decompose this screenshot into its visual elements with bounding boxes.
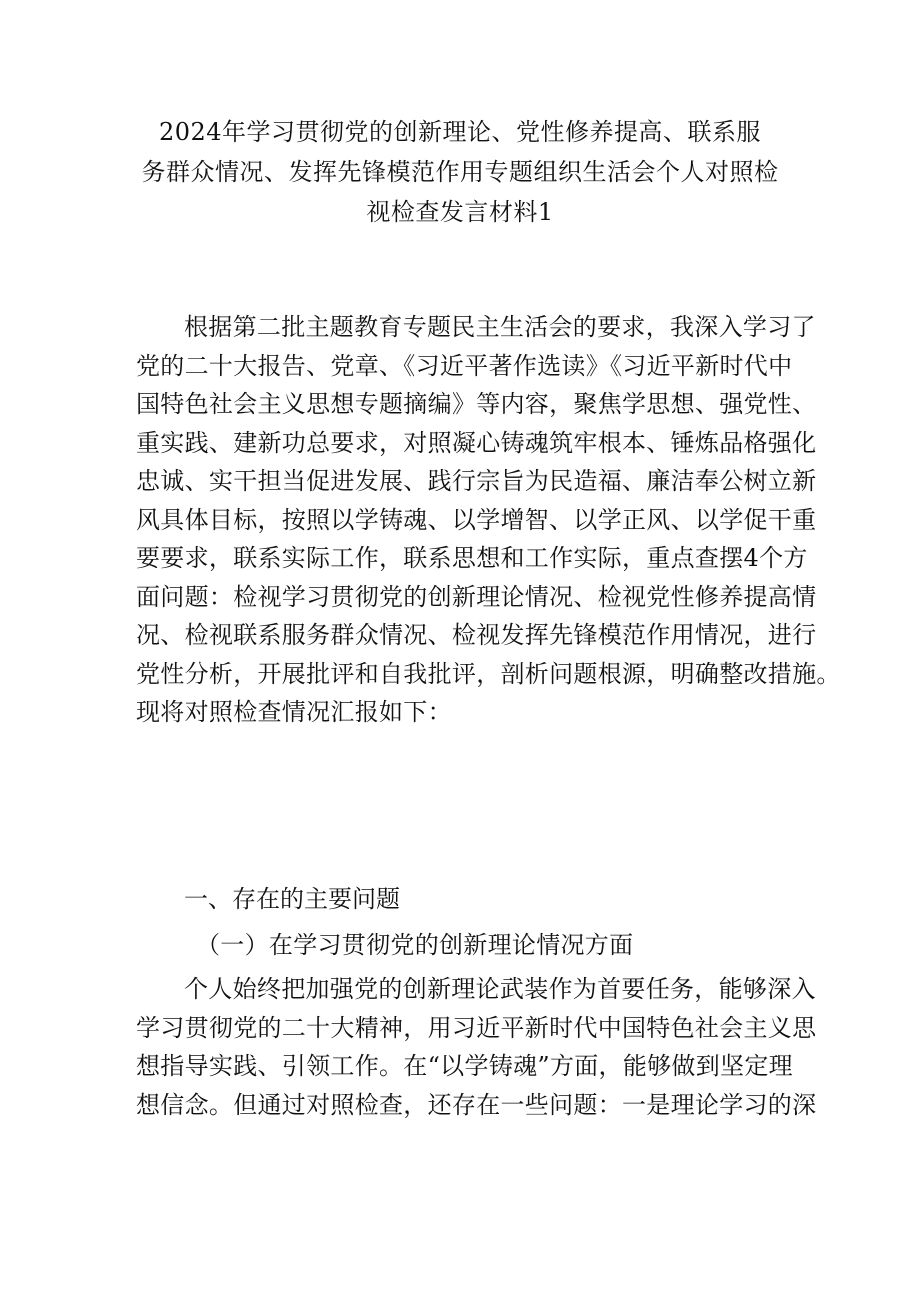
intro-line: 重实践、建新功总要求，对照凝心铸魂筑牢根本、锤炼品格强化 <box>136 428 817 457</box>
section-heading-block <box>136 880 801 919</box>
section-heading: 一、存在的主要问题 <box>184 885 400 913</box>
section-paragraph <box>136 970 817 1124</box>
intro-line: 根据第二批主题教育专题民主生活会的要求，我深入学习了 <box>184 313 816 341</box>
section-line: 想指导实践、引领工作。在“以学铸魂”方面，能够做到坚定理 <box>136 1052 793 1080</box>
intro-line: 面问题：检视学习贯彻党的创新理论情况、检视党性修养提高情 <box>136 582 817 611</box>
title-line-1: 2024年学习贯彻党的创新理论、党性修养提高、联系服 <box>158 118 762 146</box>
title-line-3: 视检查发言材料1 <box>366 198 554 226</box>
section-line: 个人始终把加强党的创新理论武装作为首要任务，能够深入 <box>184 975 816 1003</box>
document-title <box>120 112 800 232</box>
intro-line: 要要求，联系实际工作，联系思想和工作实际，重点查摆4个方 <box>136 544 808 572</box>
section-line: 学习贯彻党的二十大精神，用习近平新时代中国特色社会主义思 <box>136 1013 817 1042</box>
intro-line: 现将对照检查情况汇报如下： <box>136 698 452 726</box>
intro-line: 党的二十大报告、党章、《习近平著作选读》《习近平新时代中 <box>136 351 793 380</box>
intro-line: 党性分析，开展批评和自我批评，剖析问题根源，明确整改措施。 <box>136 659 841 688</box>
intro-line: 风具体目标，按照以学铸魂、以学增智、以学正风、以学促干重 <box>136 505 817 534</box>
subsection-heading: （一）在学习贯彻党的创新理论情况方面 <box>196 931 634 959</box>
intro-line: 忠诚、实干担当促进发展、践行宗旨为民造福、廉洁奉公树立新 <box>136 467 817 495</box>
subsection-heading-block <box>136 926 801 965</box>
intro-line: 况、检视联系服务群众情况、检视发挥先锋模范作用情况，进行 <box>136 621 817 649</box>
intro-line: 国特色社会主义思想专题摘编》等内容，聚焦学思想、强党性、 <box>136 390 817 418</box>
section-line: 想信念。但通过对照检查，还存在一些问题：一是理论学习的深 <box>136 1090 817 1119</box>
intro-paragraph <box>136 308 841 732</box>
title-line-2: 务群众情况、发挥先锋模范作用专题组织生活会个人对照检 <box>141 158 779 186</box>
